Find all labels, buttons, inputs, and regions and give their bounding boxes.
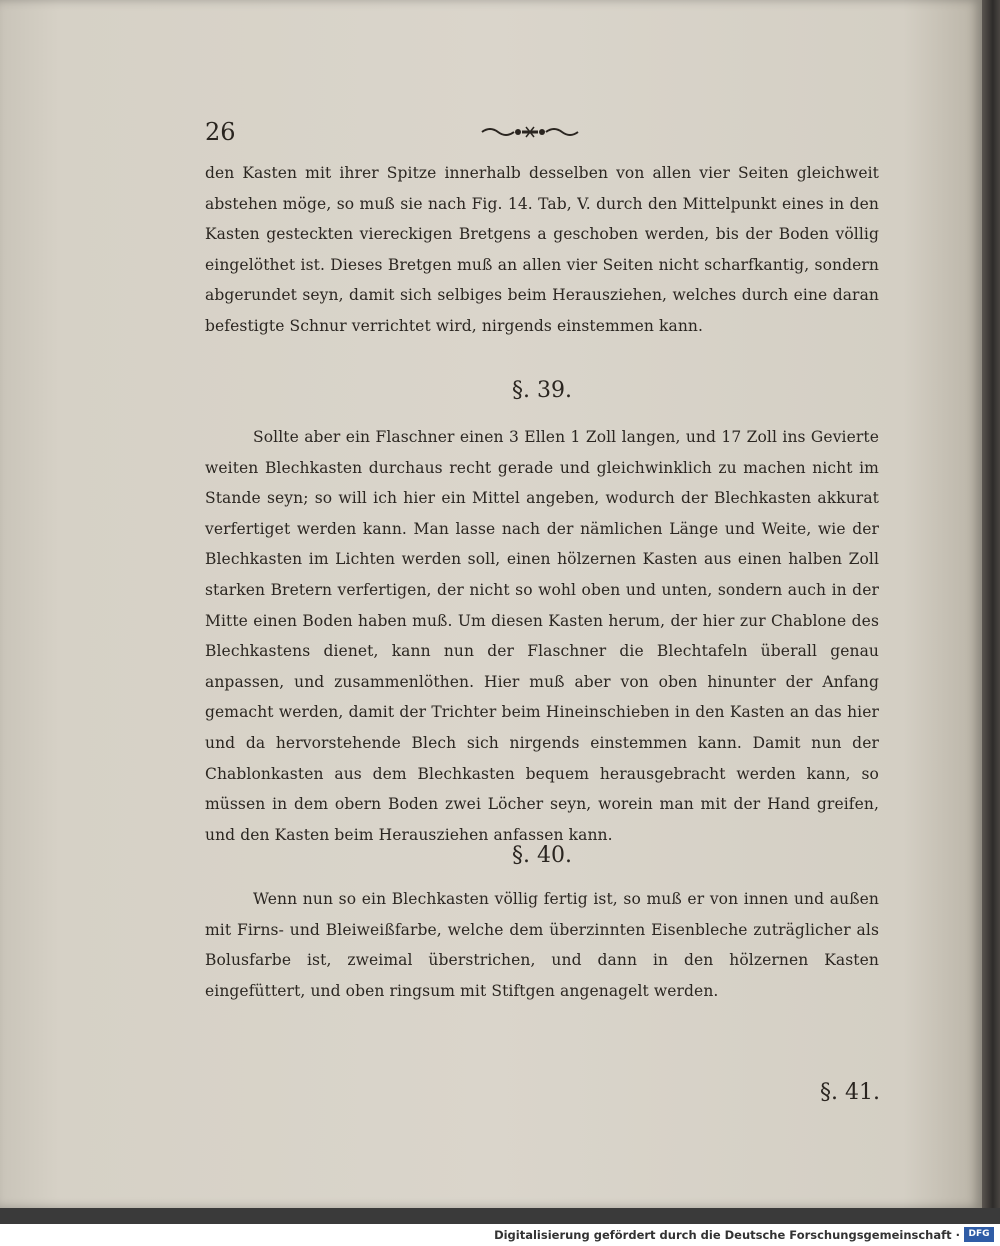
page-number: 26 — [205, 118, 236, 146]
dfg-logo-icon: DFG — [964, 1227, 994, 1242]
catchword: §. 41. — [820, 1080, 880, 1105]
decorative-rule-ornament-icon — [480, 124, 580, 140]
footer-credit: Digitalisierung gefördert durch die Deutsche Forschungsgemeinschaft · — [494, 1228, 960, 1242]
paragraph-section-39: Sollte aber ein Flaschner einen 3 Ellen 1 Zoll langen, und 17 Zoll ins Gevierte weiten Blechkasten durchaus recht gerade und gleichwinklich zu machen nicht im Stande seyn; so will ich hier ein Mittel angeben, wodurch der Blechkasten akkurat verfertiget werden kann. Man lasse nach der nämlichen Länge und Weite, wie der Blechkasten im Lichten werden soll, einen hölzernen Kasten aus einen halben Zoll starken Bretern verfertigen, der nicht so wohl oben und unten, sondern auch in der Mitte einen Boden haben muß. Um diesen Kasten herum, der hier zur Chablone des Blechkastens dienet, kann nun der Flaschner die Blechtafeln überall genau anpassen, und zusammenlöthen. Hier muß aber von oben hinunter der Anfang gemacht werden, damit der Trichter beim Hineinschieben in den Kasten an das hier und da hervorstehende Blech sich nirgends einstemmen kann. Damit nun der Chablonkasten aus dem Blechkasten bequem herausgebracht werden kann, so müssen in dem obern Boden zwei Löcher seyn, worein man mit der Hand greifen, und den Kasten beim Herausziehen anfassen kann. — [205, 428, 879, 844]
page-edge-shadow — [982, 0, 1000, 1208]
paragraph-continuation: den Kasten mit ihrer Spitze innerhalb desselben von allen vier Seiten gleichweit abstehen möge, so muß sie nach Fig. 14. Tab, V. durch den Mittelpunkt eines in den Kasten gesteckten viereckigen Bretgens a geschoben werden, bis der Boden völlig eingelöthet ist. Dieses Bretgen muß an allen vier Seiten nicht scharfkantig, sondern abgerundet seyn, damit sich selbiges beim Herausziehen, welches durch eine daran befestigte Schnur verrichtet wird, nirgends einstemmen kann. — [205, 164, 879, 335]
section-heading-40: §. 40. — [512, 843, 572, 868]
section-heading-39: §. 39. — [512, 378, 572, 403]
paragraph-section-40: Wenn nun so ein Blechkasten völlig fertig ist, so muß er von innen und außen mit Firns- und Bleiweißfarbe, welche dem überzinnten Eisenbleche zuträglicher als Bolusfarbe ist, zweimal überstrichen, und dann in den hölzernen Kasten eingefüttert, und oben ringsum mit Stiftgen angenagelt werden. — [205, 890, 879, 1000]
digitization-footer — [0, 1224, 1000, 1246]
page-header — [205, 118, 880, 148]
